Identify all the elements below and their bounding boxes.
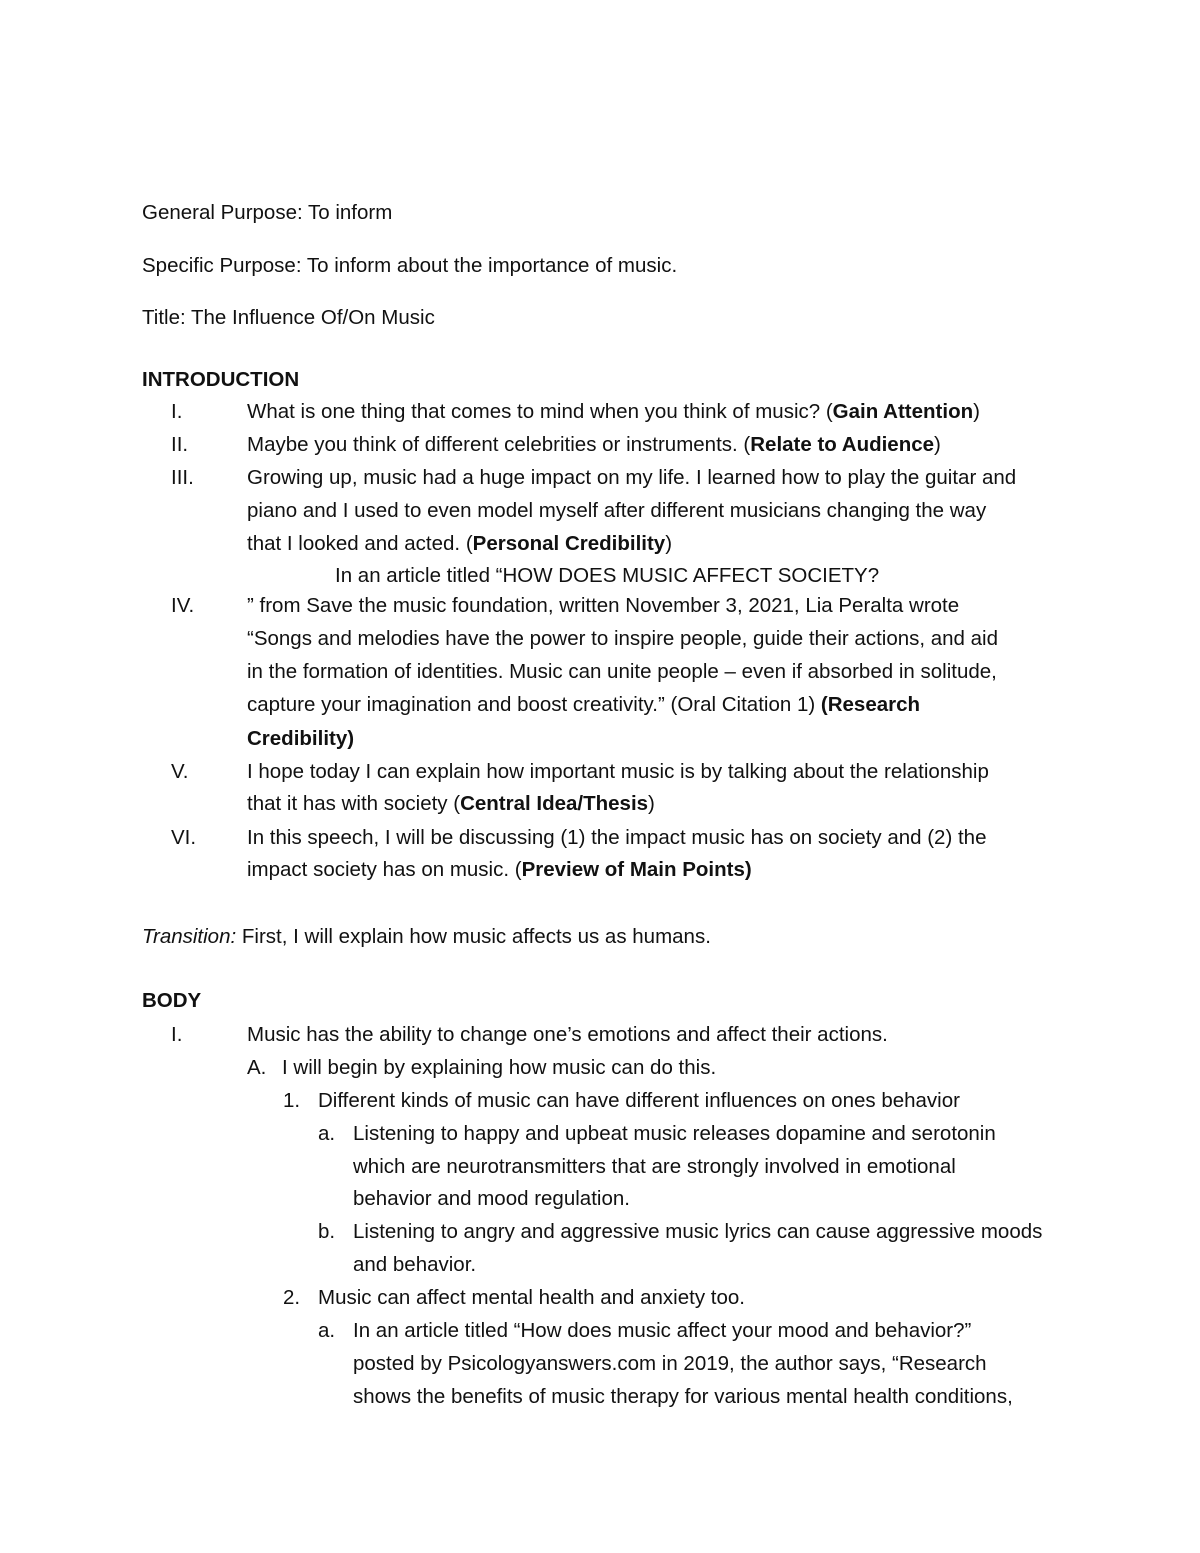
intro-text-line (247, 534, 672, 555)
intro-text-line: in the formation of identities. Music can unite people – even if absorbed in solitude, (247, 660, 997, 683)
intro-text-line (247, 860, 752, 881)
intro-text-line: In this speech, I will be discussing (1) the impact music has on society and (2) the (247, 826, 987, 849)
subpoint-text: I will begin by explaining how music can do this. (282, 1056, 717, 1079)
intro-tag: Central Idea/Thesis (460, 792, 649, 815)
intro-text-plain: impact society has on music. ( (247, 858, 522, 881)
intro-text-line: “Songs and melodies have the power to inspire people, guide their actions, and aid (247, 627, 999, 650)
subpoint-marker: 2. (283, 1286, 301, 1309)
subpoint-text-line: Listening to angry and aggressive music lyrics can cause aggressive moods (353, 1220, 1043, 1243)
intro-numeral: II. (171, 433, 189, 456)
intro-close: ) (648, 792, 655, 815)
intro-text-plain: What is one thing that comes to mind when you think of music? ( (247, 400, 833, 423)
intro-text-plain: Maybe you think of different celebrities or instruments. ( (247, 433, 751, 456)
introduction-heading: INTRODUCTION (142, 368, 300, 391)
intro-close: ) (973, 400, 980, 423)
intro-text-line (247, 695, 920, 716)
subpoint-text: Music can affect mental health and anxiety too. (318, 1286, 745, 1309)
transition-label: Transition: (142, 925, 237, 948)
intro-close: ) (934, 433, 941, 456)
subpoint-text-line: and behavior. (353, 1253, 477, 1276)
intro-text (247, 435, 941, 456)
general-purpose: General Purpose: To inform (142, 201, 393, 224)
subpoint-text-line: posted by Psicologyanswers.com in 2019, the author says, “Research (353, 1352, 987, 1375)
intro-tag: Personal Credibility (472, 532, 666, 555)
intro-numeral: III. (171, 466, 194, 489)
intro-tag: Preview of Main Points) (521, 858, 752, 881)
subpoint-marker: A. (247, 1056, 267, 1079)
subpoint-text-line: In an article titled “How does music affect your mood and behavior?” (353, 1319, 972, 1342)
specific-purpose: Specific Purpose: To inform about the importance of music. (142, 254, 678, 277)
body-point-numeral: I. (171, 1023, 183, 1046)
intro-tag: Credibility) (247, 727, 355, 750)
transition-text: First, I will explain how music affects us as humans. (236, 925, 711, 948)
intro-text-plain: that it has with society ( (247, 792, 461, 815)
intro-numeral: I. (171, 400, 183, 423)
body-heading: BODY (142, 989, 202, 1012)
subpoint-text-line: Listening to happy and upbeat music releases dopamine and serotonin (353, 1122, 996, 1145)
transition (142, 927, 711, 948)
intro-text-line: piano and I used to even model myself after different musicians changing the way (247, 499, 987, 522)
intro-numeral: V. (171, 760, 189, 783)
body-point-text: Music has the ability to change one’s emotions and affect their actions. (247, 1023, 888, 1046)
subpoint-marker: 1. (283, 1089, 301, 1112)
subpoint-text: Different kinds of music can have different influences on ones behavior (318, 1089, 960, 1112)
intro-tag: Relate to Audience (750, 433, 935, 456)
subpoint-marker: a. (318, 1319, 336, 1342)
subpoint-marker: a. (318, 1122, 336, 1145)
intro-text (247, 402, 980, 423)
intro-text-plain: capture your imagination and boost creativity.” (Oral Citation 1) (247, 693, 821, 716)
intro-text-line (247, 794, 655, 815)
intro-tag: Gain Attention (832, 400, 974, 423)
intro-text-line: Growing up, music had a huge impact on my life. I learned how to play the guitar and (247, 466, 1017, 489)
subpoint-text-line: which are neurotransmitters that are strongly involved in emotional (353, 1155, 956, 1178)
speech-title: Title: The Influence Of/On Music (142, 306, 435, 329)
intro-numeral: IV. (171, 594, 195, 617)
subpoint-marker: b. (318, 1220, 336, 1243)
intro-tag: (Research (820, 693, 921, 716)
intro-text-plain: that I looked and acted. ( (247, 532, 473, 555)
intro-text-line: I hope today I can explain how important music is by talking about the relationship (247, 760, 989, 783)
subpoint-text-line: shows the benefits of music therapy for various mental health conditions, (353, 1385, 1013, 1408)
intro-close: ) (665, 532, 673, 555)
intro-text-line: ” from Save the music foundation, written November 3, 2021, Lia Peralta wrote (247, 594, 960, 617)
subpoint-text-line: behavior and mood regulation. (353, 1187, 630, 1210)
intro-pre-line: In an article titled “HOW DOES MUSIC AFFECT SOCIETY? (335, 564, 880, 587)
intro-numeral: VI. (171, 826, 197, 849)
